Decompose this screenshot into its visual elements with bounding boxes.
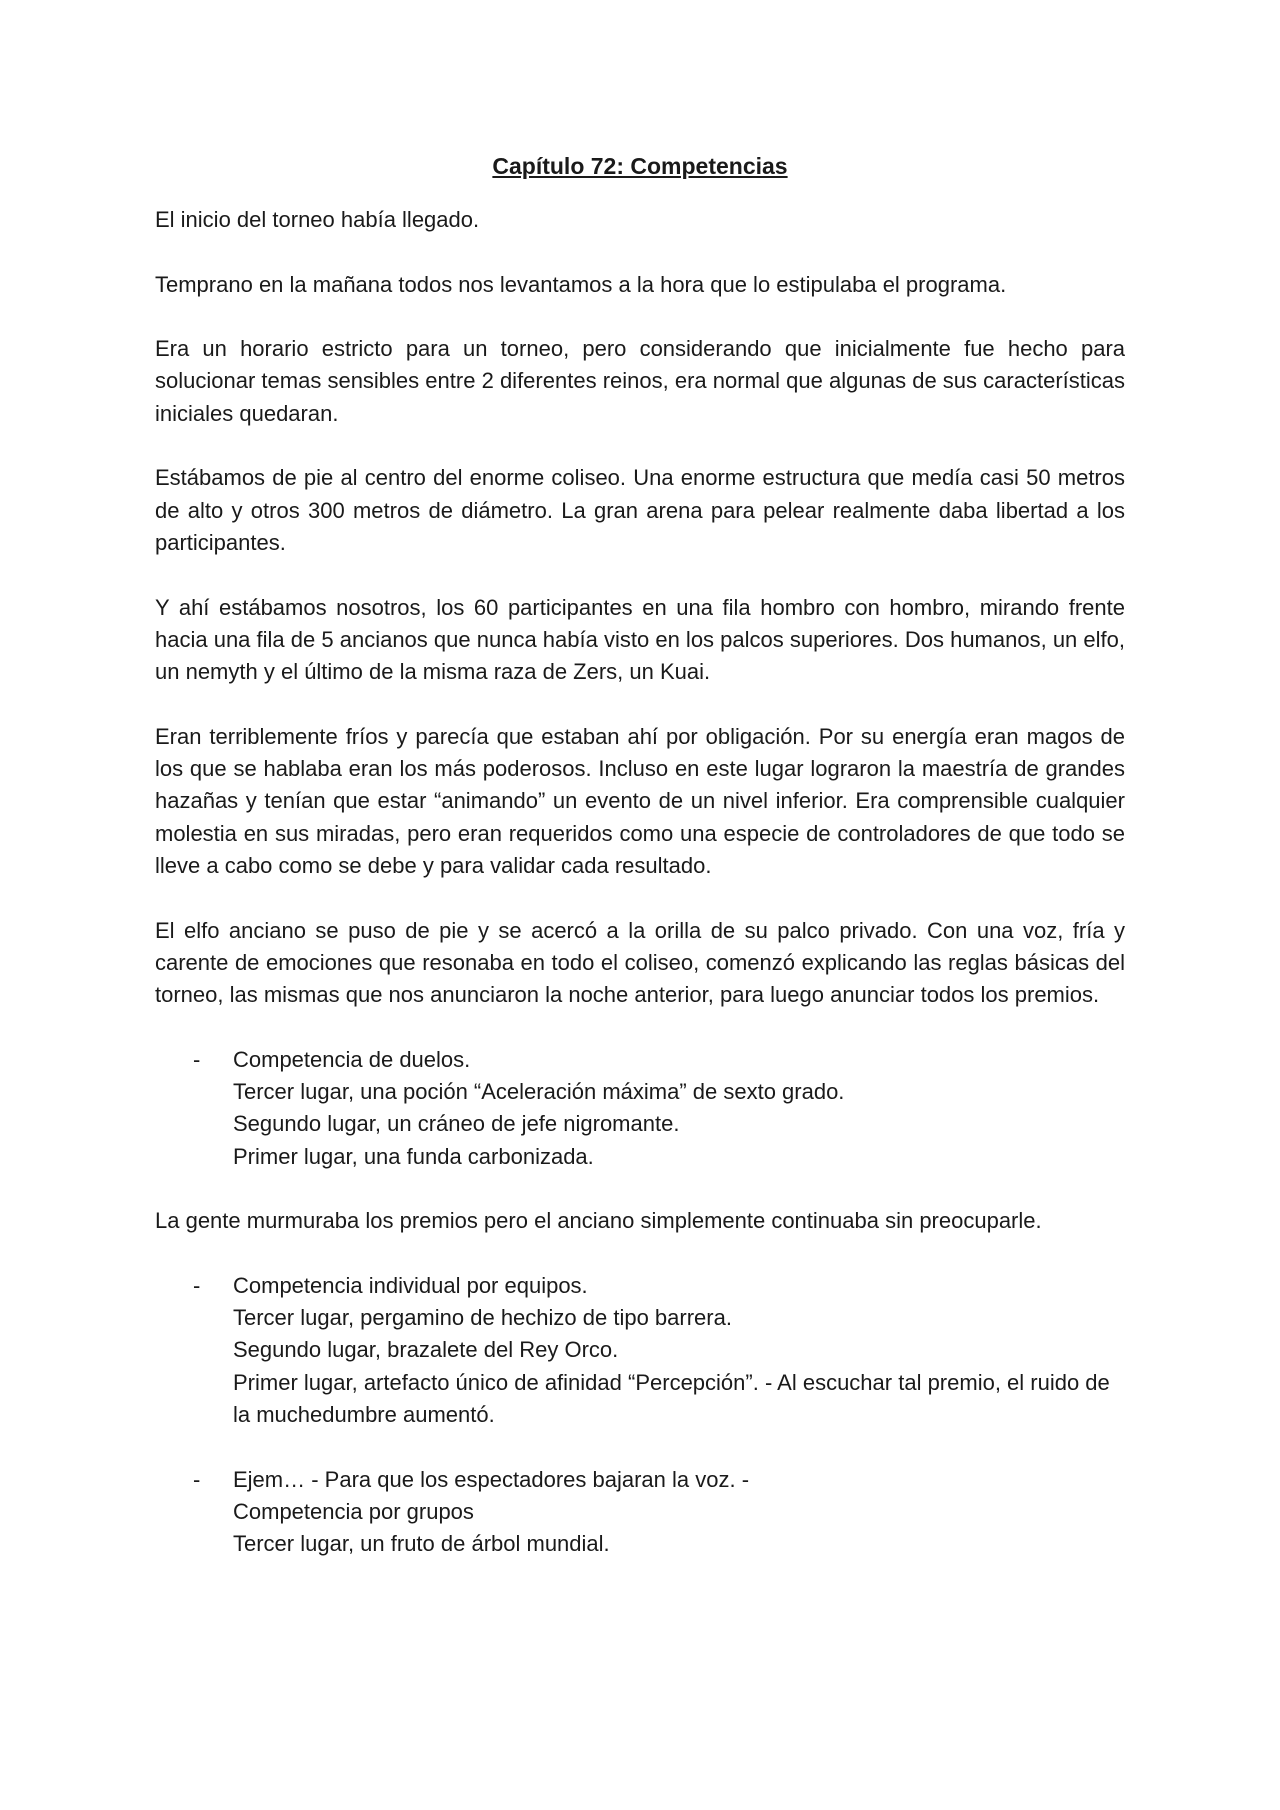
list-heading: Ejem… - Para que los espectadores bajaran la voz. - [233, 1466, 750, 1492]
list-heading: Competencia de duelos. [233, 1046, 471, 1072]
prize-list-duels [155, 1044, 1125, 1173]
list-dash: - [193, 1272, 201, 1298]
list-heading: Competencia individual por equipos. [233, 1272, 588, 1298]
document-page [155, 150, 1125, 1593]
paragraph: Era un horario estricto para un torneo, pero considerando que inicialmente fue hecho para solucionar temas sensibles entre 2 diferentes reinos, era normal que algunas de sus características iniciales quedaran. [155, 336, 1125, 426]
paragraph: La gente murmuraba los premios pero el anciano simplemente continuaba sin preocuparle. [155, 1208, 1042, 1234]
chapter-title: Capítulo 72: Competencias [492, 153, 788, 179]
list-line: Primer lugar, una funda carbonizada. [233, 1143, 594, 1169]
list-dash: - [193, 1046, 201, 1072]
list-dash: - [193, 1466, 201, 1492]
prize-list-individual-teams [155, 1270, 1125, 1431]
list-line: Tercer lugar, un fruto de árbol mundial. [233, 1531, 610, 1557]
paragraph: Estábamos de pie al centro del enorme coliseo. Una enorme estructura que medía casi 50 metros de alto y otros 300 metros de diámetro. La gran arena para pelear realmente daba libertad a los participantes. [155, 465, 1125, 555]
list-line: Primer lugar, artefacto único de afinidad “Percepción”. - Al escuchar tal premio, el ruido de la muchedumbre aumentó. [233, 1369, 1110, 1427]
prize-list-groups [155, 1464, 1125, 1561]
list-line: Segundo lugar, un cráneo de jefe nigromante. [233, 1111, 680, 1137]
paragraph: El inicio del torneo había llegado. [155, 207, 480, 232]
list-line: Segundo lugar, brazalete del Rey Orco. [233, 1337, 619, 1363]
list-line: Tercer lugar, una poción “Aceleración máxima” de sexto grado. [233, 1079, 845, 1105]
paragraph: Y ahí estábamos nosotros, los 60 participantes en una fila hombro con hombro, mirando frente hacia una fila de 5 ancianos que nunca había visto en los palcos superiores. Dos humanos, un elfo, un nemyth y el último de la misma raza de Zers, un Kuai. [155, 594, 1125, 685]
paragraph: Temprano en la mañana todos nos levantamos a la hora que lo estipulaba el programa. [155, 271, 1007, 297]
list-line: Tercer lugar, pergamino de hechizo de tipo barrera. [233, 1305, 732, 1331]
paragraph: El elfo anciano se puso de pie y se acercó a la orilla de su palco privado. Con una voz, fría y carente de emociones que resonaba en todo el coliseo, comenzó explicando las reglas básicas del torneo, las mismas que nos anunciaron la noche anterior, para luego anunciar todos los premios. [155, 917, 1125, 1008]
list-line: Competencia por grupos [233, 1498, 474, 1524]
paragraph: Eran terriblemente fríos y parecía que estaban ahí por obligación. Por su energía eran magos de los que se hablaba eran los más poderosos. Incluso en este lugar lograron la maestría de grandes hazañas y tenían que estar “animando” un evento de un nivel inferior. Era comprensible cualquier molestia en sus miradas, pero eran requeridos como una especie de controladores de que todo se lleve a cabo como se debe y para validar cada resultado. [155, 723, 1125, 878]
